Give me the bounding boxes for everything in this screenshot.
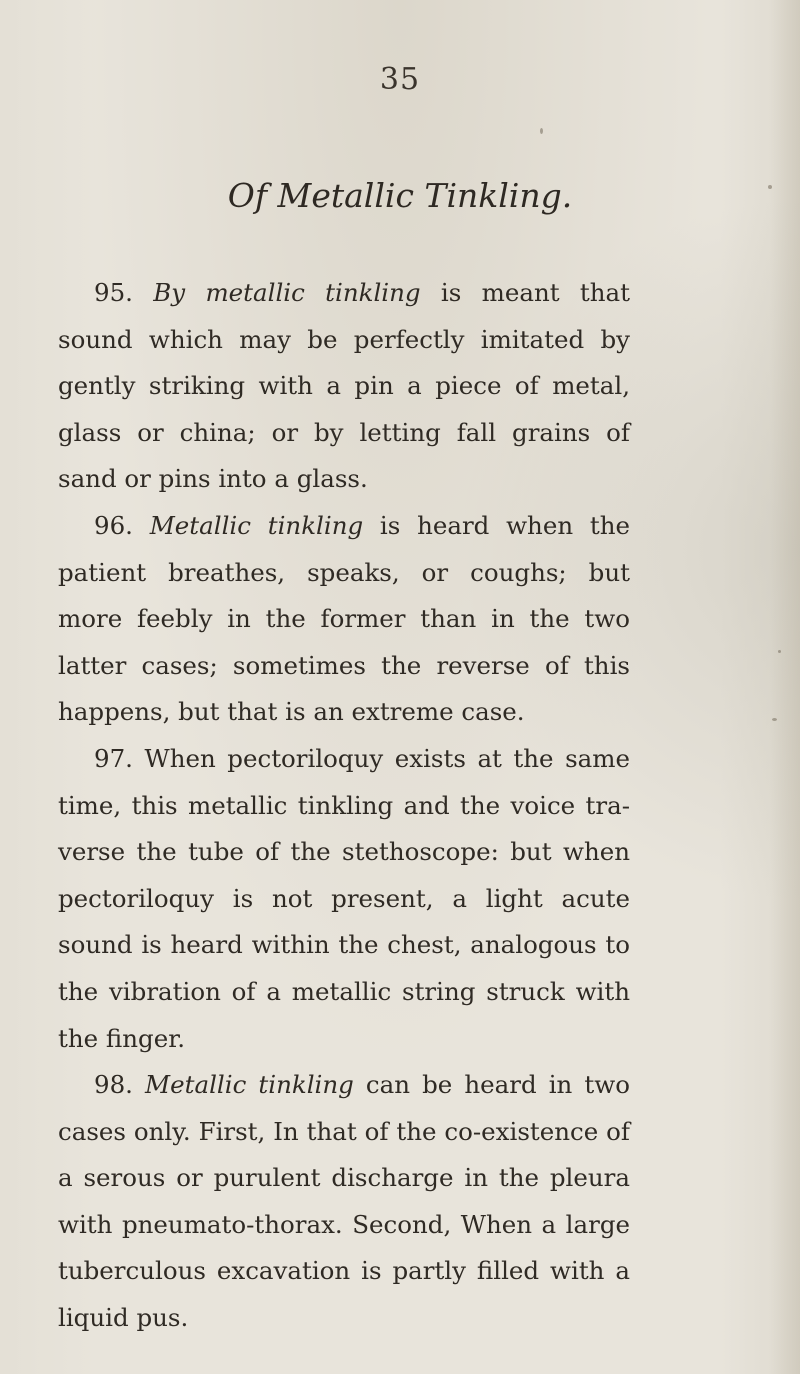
paragraph-text: When pectoriloquy exists at the same time, this metallic tinkling and the voice tra-verse the tube of the stethoscope: but when pectoriloquy is not present, a light acute sound is heard within the chest, analogous to the vibration of a metallic string struck with the finger. — [58, 743, 630, 1053]
paragraph-text: can be heard in two cases only. First, In that of the co-existence of a serous or purulent discharge in the pleura with pneumato-thorax. Second, When a large tuberculous excavation is partly filled with a liquid pus. — [58, 1070, 630, 1333]
paragraph-95 — [58, 270, 630, 503]
paper-speck — [778, 650, 781, 653]
italic-term: Metallic tinkling — [149, 510, 364, 540]
paragraph-text: is meant that sound which may be perfectly imitated by gently striking with a pin a piece of metal, glass or china; or by letting fall grains of sand or pins into a glass. — [58, 278, 630, 494]
paper-speck — [772, 718, 777, 721]
paragraph-97 — [58, 736, 630, 1062]
paragraph-number: 98. — [94, 1070, 133, 1100]
section-heading: Of Metallic Tinkling. — [227, 176, 573, 215]
paragraph-text: is heard when the patient breathes, speaks, or coughs; but more feebly in the former than in the two latter cases; sometimes the reverse of this happens, but that is an extreme case. — [58, 510, 630, 727]
paper-speck — [540, 128, 543, 134]
italic-term: Metallic tinkling — [145, 1070, 354, 1100]
paragraph-96 — [58, 503, 630, 736]
paragraph-number: 96. — [94, 510, 133, 540]
paragraph-number: 95. — [94, 278, 133, 307]
paragraph-number: 97. — [94, 743, 133, 773]
page-number: 35 — [379, 62, 421, 97]
paragraph-98 — [58, 1062, 630, 1342]
italic-term: By metallic tinkling — [153, 278, 421, 307]
paper-speck — [768, 185, 772, 189]
body-text — [58, 270, 630, 1342]
